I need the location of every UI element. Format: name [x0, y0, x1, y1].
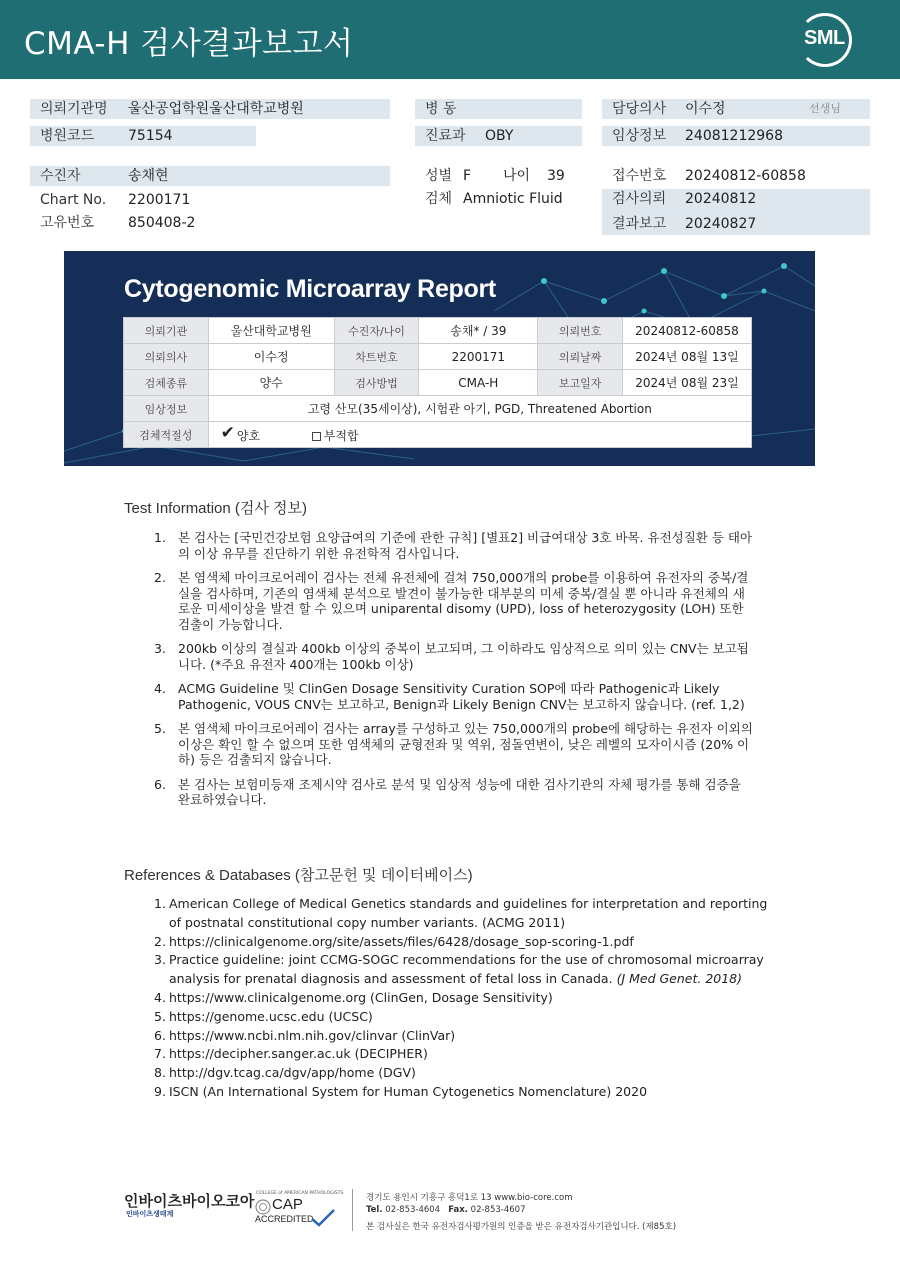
banner-row: [124, 344, 752, 370]
banner-info-table: [123, 317, 752, 448]
request-date-value: 20240812: [685, 191, 757, 207]
item-text: 본 염색체 마이크로어레이 검사는 전체 유전체에 걸쳐 750,000개의 probe를 이용하여 유전자의 중복/결실을 검사하며, 기존의 염색체 분석으로 발견이 불가능한 대부분의 미세 중복/결실 뿐 아니라 유전체의 새로운 미세이상을 발견 할 수 있으며 uniparental disomy (UPD), loss of heterozygosity (LOH) 또한 검출이 가능합니다.: [178, 570, 749, 632]
clinical-field: [602, 126, 870, 146]
lab-brand-subtitle: 인바이츠생태계: [126, 1210, 174, 1218]
reference-item: [154, 1064, 774, 1083]
banner-header-cell: 의뢰번호: [538, 318, 623, 344]
sml-logo: SML: [804, 27, 845, 49]
banner-header-cell: 수진자/나이: [334, 318, 419, 344]
dept-value: OBY: [485, 128, 514, 144]
tel-value: 02-853-4604: [385, 1205, 441, 1215]
test-info-title: Test Information (검사 정보): [124, 500, 307, 517]
banner-value-cell: 2200171: [419, 344, 538, 370]
cap-org-name: COLLEGE of AMERICAN PATHOLOGISTS: [256, 1191, 344, 1196]
cap-logo: CAP: [272, 1196, 303, 1213]
specimen-field: [415, 189, 595, 209]
fax-label: Fax.: [448, 1205, 468, 1215]
reference-item: [154, 1045, 774, 1064]
item-number: 8.: [154, 1065, 166, 1081]
ward-field: [415, 99, 582, 119]
reference-text: https://www.ncbi.nlm.nih.gov/clinvar (ClinVar): [169, 1027, 456, 1043]
unique-id-value: 850408-2: [128, 215, 196, 231]
item-number: 2.: [154, 933, 166, 949]
reference-item: [154, 951, 774, 989]
chart-no-field: [30, 190, 390, 210]
checkmark-icon: ✔: [220, 422, 235, 443]
fax-value: 02-853-4607: [470, 1205, 526, 1215]
clinical-label: 임상정보: [612, 128, 667, 144]
item-text: ACMG Guideline 및 ClinGen Dosage Sensitivity Curation SOP에 따라 Pathogenic과 Likely Pathogenic, VOUS CNV는 보고하고, Benign과 Likely Benign CNV는 보고하지 않습니다. (ref. 1,2): [178, 681, 745, 712]
item-number: 6.: [154, 776, 166, 792]
unchecked-box-icon: [312, 432, 321, 441]
banner-header-cell: 의뢰날짜: [538, 344, 623, 370]
sex-age-field: [415, 166, 595, 186]
test-info-list: [154, 530, 754, 808]
banner-header-cell: 의뢰기관: [124, 318, 209, 344]
lab-contact: [366, 1205, 525, 1215]
report-date-value: 20240827: [685, 216, 757, 232]
chart-no-value: 2200171: [128, 192, 191, 208]
item-number: 4.: [154, 681, 166, 696]
age-value: 39: [547, 168, 565, 184]
item-text: 본 염색체 마이크로어레이 검사는 array를 구성하고 있는 750,000개의 probe에 해당하는 유전자 이외의 이상은 확인 할 수 없으며 또한 염색체의 균형전좌 및 역위, 점돌연변이, 낮은 레벨의 모자이시즘 (20% 이하) 등은 검출되지 않습니다.: [178, 721, 753, 767]
ward-label: 병 동: [425, 101, 457, 117]
specimen-label: 검체: [425, 191, 453, 207]
footer-divider: [352, 1189, 353, 1231]
patient-name-field: [30, 166, 390, 186]
cap-accredited: ACCREDITED: [255, 1214, 314, 1224]
item-text: 본 검사는 보험미등재 조제시약 검사로 분석 및 임상적 성능에 대한 검사기관의 자체 평가를 통해 검증을 완료하였습니다.: [178, 776, 741, 807]
reference-text: American College of Medical Genetics standards and guidelines for interpretation and reporting of postnatal constitutional copy number variants. (ACMG 2011): [169, 896, 768, 930]
doctor-label: 담당의사: [612, 101, 667, 117]
adequacy-bad-label: 부적합: [323, 428, 359, 443]
sex-value: F: [463, 168, 472, 184]
item-number: 9.: [154, 1083, 166, 1099]
reference-text: https://clinicalgenome.org/site/assets/files/6428/dosage_sop-scoring-1.pdf: [169, 933, 634, 949]
banner-value-cell: 20240812-60858: [622, 318, 751, 344]
lab-brand-logo: 인바이츠바이오코아: [124, 1192, 255, 1210]
item-number: 5.: [154, 721, 166, 736]
age-label: 나이: [503, 168, 531, 184]
reference-citation: (J Med Genet. 2018): [616, 971, 743, 987]
cap-check-icon: [310, 1208, 336, 1228]
report-date-field: [602, 212, 870, 235]
cap-seal-icon: [255, 1199, 271, 1215]
patient-name-label: 수진자: [40, 168, 81, 184]
item-number: 5.: [154, 1008, 166, 1024]
banner-value-cell: 양수: [208, 370, 334, 396]
receipt-field: [602, 166, 870, 186]
banner-header-cell: 검체종류: [124, 370, 209, 396]
list-item: [154, 641, 754, 672]
item-number: 1.: [154, 530, 166, 545]
header-band: [0, 0, 900, 79]
doctor-field: [602, 99, 870, 119]
item-number: 4.: [154, 989, 166, 1005]
hospital-code-label: 병원코드: [40, 128, 95, 144]
item-text: 200kb 이상의 결실과 400kb 이상의 중복이 보고되며, 그 이하라도 임상적으로 의미 있는 CNV는 보고됩니다. (*주요 유전자 400개는 100kb 이상): [178, 641, 749, 672]
item-number: 6.: [154, 1027, 166, 1043]
item-number: 2.: [154, 570, 166, 585]
institution-label: 의뢰기관명: [40, 101, 108, 117]
reference-text: https://genome.ucsc.edu (UCSC): [169, 1008, 373, 1024]
sex-label: 성별: [425, 168, 453, 184]
chart-no-label: Chart No.: [40, 192, 107, 208]
patient-name-value: 송채현: [128, 168, 169, 184]
reference-item: [154, 1008, 774, 1027]
report-date-label: 결과보고: [612, 216, 667, 232]
request-date-field: [602, 189, 870, 212]
banner-value-cell: 이수정: [208, 344, 334, 370]
list-item: [154, 530, 754, 561]
tel-label: Tel.: [366, 1205, 383, 1215]
banner-value-cell: 송채* / 39: [419, 318, 538, 344]
list-item: [154, 777, 754, 808]
banner-header-cell: 검체적절성: [124, 422, 209, 448]
reference-item: [154, 895, 774, 933]
unique-id-field: [30, 213, 390, 233]
institution-value: 울산공업학원울산대학교병원: [128, 101, 304, 117]
banner-value-cell: CMA-H: [419, 370, 538, 396]
adequacy-good-label: 양호: [236, 428, 261, 443]
item-number: 3.: [154, 952, 166, 968]
reference-item: [154, 989, 774, 1008]
references-title: References & Databases (참고문헌 및 데이터베이스): [124, 867, 473, 884]
unique-id-label: 고유번호: [40, 215, 95, 231]
dept-label: 진료과: [425, 128, 466, 144]
banner-header-cell: 임상정보: [124, 396, 209, 422]
request-date-label: 검사의뢰: [612, 191, 667, 207]
banner-row: [124, 370, 752, 396]
banner-row: [124, 422, 752, 448]
lab-certification: 본 검사실은 한국 유전자검사평가원의 인증을 받은 유전자검사기관입니다. (제85호): [366, 1222, 677, 1232]
hospital-code-field: [30, 126, 256, 146]
lab-address: 경기도 용인시 기흥구 흥덕1로 13 www.bio-core.com: [366, 1193, 573, 1203]
doctor-value: 이수정: [685, 101, 726, 117]
reference-item: [154, 1027, 774, 1046]
reference-text: https://www.clinicalgenome.org (ClinGen, Dosage Sensitivity): [169, 989, 553, 1005]
item-number: 7.: [154, 1046, 166, 1062]
dept-field: [415, 126, 582, 146]
report-banner: [64, 251, 815, 466]
banner-value-cell: 2024년 08월 13일: [622, 344, 751, 370]
banner-header-cell: 검사방법: [334, 370, 419, 396]
receipt-label: 접수번호: [612, 168, 667, 184]
banner-header-cell: 보고일자: [538, 370, 623, 396]
hospital-code-value: 75154: [128, 128, 173, 144]
institution-field: [30, 99, 390, 119]
reference-item: [154, 933, 774, 952]
report-title: CMA-H 검사결과보고서: [24, 26, 354, 62]
reference-text: http://dgv.tcag.ca/dgv/app/home (DGV): [169, 1065, 416, 1081]
doctor-suffix: 선생님: [809, 102, 841, 115]
adequacy-options: [208, 422, 751, 448]
reference-text: ISCN (An International System for Human Cytogenetics Nomenclature) 2020: [169, 1083, 648, 1099]
banner-value-cell: 2024년 08월 23일: [622, 370, 751, 396]
item-text: 본 검사는 [국민건강보험 요양급여의 기준에 관한 규칙] [별표2] 비급여대상 3호 바목. 유전성질환 등 태아의 이상 유무를 진단하기 위한 유전학적 검사입니다.: [178, 530, 753, 561]
banner-header-cell: 차트번호: [334, 344, 419, 370]
list-item: [154, 721, 754, 768]
banner-value-cell: 울산대학교병원: [208, 318, 334, 344]
clinical-value: 24081212968: [685, 128, 783, 144]
banner-row: [124, 396, 752, 422]
banner-clinical-value: 고령 산모(35세이상), 시험관 아기, PGD, Threatened Abortion: [208, 396, 751, 422]
item-number: 1.: [154, 896, 166, 911]
specimen-value: Amniotic Fluid: [463, 191, 563, 207]
item-number: 3.: [154, 641, 166, 656]
banner-row: [124, 318, 752, 344]
reference-text: https://decipher.sanger.ac.uk (DECIPHER): [169, 1046, 428, 1062]
list-item: [154, 681, 754, 712]
receipt-value: 20240812-60858: [685, 168, 806, 184]
list-item: [154, 570, 754, 632]
banner-header-cell: 의뢰의사: [124, 344, 209, 370]
banner-title: Cytogenomic Microarray Report: [124, 275, 496, 303]
reference-item: [154, 1083, 774, 1102]
references-list: [154, 895, 774, 1102]
reference-text: Practice guideline: joint CCMG-SOGC recommendations for the use of chromosomal microarray analysis for prenatal diagnosis and assessment of fetal loss in Canada.: [169, 952, 764, 987]
